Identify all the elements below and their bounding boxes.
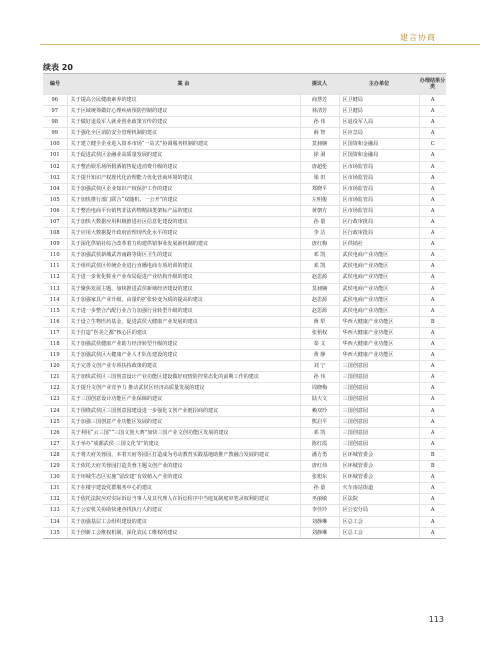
row-proposer: 赵思源 xyxy=(300,294,339,305)
row-result-class: A xyxy=(419,217,446,228)
row-number: 127 xyxy=(43,438,67,449)
table-row xyxy=(43,350,446,361)
row-result-class: A xyxy=(419,95,446,106)
row-proposer: 林清芳 xyxy=(300,106,339,117)
table-row xyxy=(43,172,446,183)
row-subject: 关于提高公民健康素养的建议 xyxy=(67,95,300,106)
row-subject: 关于加强武侯区大健康产业人才队伍建设的建议 xyxy=(67,350,300,361)
row-proposer: 熊启平 xyxy=(300,416,339,427)
row-host-unit: 区行政审批局 xyxy=(339,228,419,239)
row-subject: 关于促进武侯区金融业高质量发展的建议 xyxy=(67,150,300,161)
row-host-unit: 区市场监管局 xyxy=(339,183,419,194)
row-number: 112 xyxy=(43,272,67,283)
row-subject: 关于加强武侯区企业知识产权保护工作的建议 xyxy=(67,183,300,194)
row-result-class: A xyxy=(419,205,446,216)
row-number: 125 xyxy=(43,416,67,427)
column-header-subject: 案 由 xyxy=(67,74,300,95)
row-host-unit: 华西大健康产业功能区 xyxy=(339,350,419,361)
row-number: 119 xyxy=(43,350,67,361)
row-proposer: 唐红伟 xyxy=(300,461,339,472)
row-proposer: 徐 洞 xyxy=(300,150,339,161)
row-host-unit: 三国创意园 xyxy=(339,438,419,449)
section-title: 建言协商 xyxy=(400,33,436,42)
row-result-class: A xyxy=(419,239,446,250)
row-proposer: 赵思源 xyxy=(300,305,339,316)
row-subject: 关于围绕武侯区三国创意园建设进一步强化文创产业链招商的建议 xyxy=(67,405,300,416)
row-subject: 关于应用大数据提升政府治理现代化水平的建议 xyxy=(67,228,300,239)
row-proposer: 梁 田 xyxy=(300,172,339,183)
row-result-class: A xyxy=(419,427,446,438)
table-row xyxy=(43,161,446,172)
row-result-class: A xyxy=(419,416,446,427)
row-subject: 关于打造“医美之都”核心区的建议 xyxy=(67,327,300,338)
row-number: 99 xyxy=(43,128,67,139)
row-proposer: 周晓梅 xyxy=(300,383,339,394)
row-result-class: A xyxy=(419,172,446,183)
row-subject: 关于将天府芙蓉园，本着天府等园区打造成为劳动教育实践基地助推产教融合发展的建议 xyxy=(67,450,300,461)
row-proposer: 李 洁 xyxy=(300,228,339,239)
table-header-row xyxy=(43,74,446,95)
table-row xyxy=(43,450,446,461)
row-number: 128 xyxy=(43,450,67,461)
row-number: 134 xyxy=(43,516,67,527)
row-subject: 关于进一步优化鞋业产业布局促进产业结构升级的建议 xyxy=(67,272,300,283)
row-result-class: A xyxy=(419,361,446,372)
row-number: 102 xyxy=(43,161,67,172)
row-subject: 关于完善文创产业专项扶持政策的建议 xyxy=(67,361,300,372)
row-proposer: 莫昶娴 xyxy=(300,139,339,150)
row-subject: 关于加强三国创意产业功能区发展的建议 xyxy=(67,416,300,427)
row-subject: 关于强化全区消防安全管理机制的建议 xyxy=(67,128,300,139)
table-row xyxy=(43,139,446,150)
table-row xyxy=(43,305,446,316)
column-header-result-class: 办理结果分类 xyxy=(419,74,446,95)
row-proposer: 巫丽敏 xyxy=(300,494,339,505)
row-proposer: 泰 文 xyxy=(300,339,339,350)
row-result-class: A xyxy=(419,106,446,117)
row-host-unit: 区公安分局 xyxy=(339,505,419,516)
row-host-unit: 武侯电商产业功能区 xyxy=(339,305,419,316)
row-proposer: 莫昶娴 xyxy=(300,283,339,294)
page-number: 113 xyxy=(428,615,444,624)
row-number: 100 xyxy=(43,139,67,150)
row-result-class: A xyxy=(419,405,446,416)
row-result-class: A xyxy=(419,261,446,272)
row-subject: 关于加强武侯健康产业助力经济转型升级的建议 xyxy=(67,339,300,350)
row-subject: 关于组织武侯区传统企业进行直播电商专项培训的建议 xyxy=(67,261,300,272)
table-row xyxy=(43,250,446,261)
row-proposer: 潘方勇 xyxy=(300,450,339,461)
row-proposer: 孙 量 xyxy=(300,217,339,228)
row-host-unit: 区行政审批局 xyxy=(339,217,419,228)
row-result-class: A xyxy=(419,350,446,361)
row-number: 118 xyxy=(43,339,67,350)
row-host-unit: 区卫健局 xyxy=(339,95,419,106)
table-row xyxy=(43,205,446,216)
row-number: 103 xyxy=(43,172,67,183)
row-proposer: 邓 凯 xyxy=(300,250,339,261)
row-result-class: A xyxy=(419,383,446,394)
row-proposer: 黄朝方 xyxy=(300,205,339,216)
table-row xyxy=(43,461,446,472)
column-header-number: 编号 xyxy=(43,74,67,95)
row-host-unit: 三国创意园 xyxy=(339,405,419,416)
row-host-unit: 区国资和金融局 xyxy=(339,150,419,161)
row-host-unit: 区法院 xyxy=(339,494,419,505)
row-subject: 关于建立健全企业进入资本市场“一站式”协调服务机制的建议 xyxy=(67,139,300,150)
row-host-unit: 武侯电商产业功能区 xyxy=(339,283,419,294)
table-row xyxy=(43,361,446,372)
table-row xyxy=(43,106,446,117)
table-row xyxy=(43,339,446,350)
row-proposer: 赖双玲 xyxy=(300,405,339,416)
row-subject: 关于依托法院应对实际诉讼当事人及其代理人在诉讼程序中当庭复制庭审笔录权利的建议 xyxy=(67,494,300,505)
row-subject: 关于加快大数据应用积极推进社区信息化建设的建议 xyxy=(67,217,300,228)
row-result-class: A xyxy=(419,438,446,449)
row-result-class: A xyxy=(419,128,446,139)
row-result-class: A xyxy=(419,272,446,283)
row-subject: 关于整治电商平台销售非法药物精油类架标产品的建议 xyxy=(67,205,300,216)
row-host-unit: 区退役军人局 xyxy=(339,117,419,128)
row-proposer: 刘静琳 xyxy=(300,527,339,538)
row-result-class: A xyxy=(419,494,446,505)
row-number: 101 xyxy=(43,150,67,161)
row-proposer: 陈红霞 xyxy=(300,438,339,449)
table-row xyxy=(43,128,446,139)
row-number: 104 xyxy=(43,183,67,194)
row-proposer: 张梧权 xyxy=(300,327,339,338)
row-proposer: 郑晓平 xyxy=(300,183,339,194)
row-proposer: 邓 凯 xyxy=(300,427,339,438)
table-row xyxy=(43,394,446,405)
table-row xyxy=(43,194,446,205)
row-number: 114 xyxy=(43,294,67,305)
header-rule xyxy=(40,44,480,45)
row-subject: 关于设立生物医药基金，促进武侯大健康产业发展的建议 xyxy=(67,316,300,327)
row-subject: 关于举办“成都武侯·三国文化节”的建议 xyxy=(67,438,300,449)
row-number: 117 xyxy=(43,327,67,338)
row-host-unit: 区供销社 xyxy=(339,239,419,250)
row-number: 124 xyxy=(43,405,67,416)
row-number: 123 xyxy=(43,394,67,405)
table-row xyxy=(43,117,446,128)
row-host-unit: 华西大健康产业功能区 xyxy=(339,327,419,338)
row-subject: 关于创新工会维权机制，深化农民工维权的建议 xyxy=(67,527,300,538)
row-proposer: 左明俊 xyxy=(300,194,339,205)
row-number: 115 xyxy=(43,305,67,316)
table-row xyxy=(43,438,446,449)
row-proposer: 唐红梅 xyxy=(300,239,339,250)
row-number: 126 xyxy=(43,427,67,438)
row-host-unit: 华西大健康产业功能区 xyxy=(339,339,419,350)
row-number: 108 xyxy=(43,228,67,239)
row-host-unit: 三国创意园 xyxy=(339,416,419,427)
row-number: 106 xyxy=(43,205,67,216)
row-result-class: A xyxy=(419,305,446,316)
table-row xyxy=(43,427,446,438)
table-row xyxy=(43,239,446,250)
row-result-class: A xyxy=(419,472,446,483)
row-subject: 关于依托天府芙蓉园打造芙蓉主题文创产业的建议 xyxy=(67,461,300,472)
row-subject: 关于进一步整合汽配行业合力加强行业转型升级的建议 xyxy=(67,305,300,316)
row-result-class: A xyxy=(419,161,446,172)
row-host-unit: 区市场监管局 xyxy=(339,172,419,183)
row-proposer: 黄 静 xyxy=(300,350,339,361)
row-proposer: 邓 凯 xyxy=(300,261,339,272)
row-host-unit: 三国创意园 xyxy=(339,372,419,383)
row-result-class: A xyxy=(419,183,446,194)
row-result-class: A xyxy=(419,527,446,538)
table-row xyxy=(43,272,446,283)
row-subject: 关于提升知识产权现代化治理能力优化营商环境的建议 xyxy=(67,172,300,183)
row-host-unit: 区应急局 xyxy=(339,128,419,139)
row-number: 135 xyxy=(43,527,67,538)
row-host-unit: 区市场监管局 xyxy=(339,161,419,172)
row-host-unit: 区环城管委会 xyxy=(339,461,419,472)
row-number: 109 xyxy=(43,239,67,250)
row-proposer: 孙 伟 xyxy=(300,117,339,128)
row-number: 121 xyxy=(43,372,67,383)
row-result-class: A xyxy=(419,250,446,261)
row-result-class: A xyxy=(419,283,446,294)
row-subject: 关于深化供销社综合改革着力构建供销事业发展新机制的建议 xyxy=(67,239,300,250)
row-host-unit: 华西大健康产业功能区 xyxy=(339,316,419,327)
row-host-unit: 区市场监管局 xyxy=(339,194,419,205)
row-result-class: A xyxy=(419,516,446,527)
row-proposer: 刘 宁 xyxy=(300,361,339,372)
row-host-unit: 区总工会 xyxy=(339,527,419,538)
row-proposer: 张旭东 xyxy=(300,472,339,483)
table-row xyxy=(43,283,446,294)
row-number: 130 xyxy=(43,472,67,483)
row-subject: 关于三国创意设计功能区产业保障的建议 xyxy=(67,394,300,405)
row-host-unit: 三国创意园 xyxy=(339,383,419,394)
row-result-class: A xyxy=(419,372,446,383)
table-row xyxy=(43,516,446,527)
row-proposer: 蒋 犁 xyxy=(300,316,339,327)
column-header-host-unit: 主办单位 xyxy=(339,74,419,95)
row-result-class: B xyxy=(419,450,446,461)
row-number: 96 xyxy=(43,95,67,106)
table-row xyxy=(43,294,446,305)
table-row xyxy=(43,150,446,161)
row-host-unit: 武侯电商产业功能区 xyxy=(339,261,419,272)
row-subject: 关于加快武侯区三国创意设计产业功能区建设做好疫情防控常态化的前期工作的建议 xyxy=(67,372,300,383)
row-number: 105 xyxy=(43,194,67,205)
table-row xyxy=(43,383,446,394)
row-number: 107 xyxy=(43,217,67,228)
row-number: 98 xyxy=(43,117,67,128)
row-subject: 关于聚焦发展主题，加快推进武侯新城经济建设的建议 xyxy=(67,283,300,294)
table-row xyxy=(43,405,446,416)
row-result-class: A xyxy=(419,505,446,516)
row-subject: 关于在楼宇建设党群服务中心的建议 xyxy=(67,483,300,494)
row-subject: 关于公安机关协助快速查找执行人的建议 xyxy=(67,505,300,516)
row-proposer: 赵思源 xyxy=(300,272,339,283)
row-proposer: 陆大文 xyxy=(300,394,339,405)
row-proposer: 薛 智 xyxy=(300,128,339,139)
row-number: 97 xyxy=(43,106,67,117)
row-number: 122 xyxy=(43,383,67,394)
row-subject: 关于加强基层工会组织建设的建议 xyxy=(67,516,300,527)
table-title: 续表 20 xyxy=(43,63,73,72)
row-result-class: A xyxy=(419,294,446,305)
proposal-table xyxy=(43,73,446,539)
row-proposer: 商慧芳 xyxy=(300,95,339,106)
row-subject: 关于做好退役军人就业创业政策宣传的建议 xyxy=(67,117,300,128)
row-number: 132 xyxy=(43,494,67,505)
row-host-unit: 区环城管委会 xyxy=(339,472,419,483)
table-row xyxy=(43,483,446,494)
row-subject: 关于利用“云三国”“三国文创大赛”加快三国产业文创功能区发展的建议 xyxy=(67,427,300,438)
table-row xyxy=(43,217,446,228)
row-host-unit: 区环城管委会 xyxy=(339,450,419,461)
row-host-unit: 武侯电商产业功能区 xyxy=(339,250,419,261)
row-result-class: A xyxy=(419,117,446,128)
row-proposer: 刘静琳 xyxy=(300,516,339,527)
row-host-unit: 三国创意园 xyxy=(339,361,419,372)
row-host-unit: 火车南站街道 xyxy=(339,483,419,494)
row-result-class: A xyxy=(419,150,446,161)
row-result-class: C xyxy=(419,139,446,150)
table-row xyxy=(43,472,446,483)
row-subject: 关于整治娱乐场所假酒销售促进消费升级的建议 xyxy=(67,161,300,172)
table-body xyxy=(43,95,446,539)
column-header-proposer: 提议人 xyxy=(300,74,339,95)
row-host-unit: 三国创意园 xyxy=(339,427,419,438)
row-host-unit: 武侯电商产业功能区 xyxy=(339,294,419,305)
row-number: 111 xyxy=(43,261,67,272)
row-host-unit: 区市场监管局 xyxy=(339,205,419,216)
row-proposer: 唐超伦 xyxy=(300,161,339,172)
table-row xyxy=(43,183,446,194)
row-number: 133 xyxy=(43,505,67,516)
row-result-class: A xyxy=(419,483,446,494)
row-subject: 关于加快推行部门联合“双随机、一公开”的建议 xyxy=(67,194,300,205)
table-row xyxy=(43,494,446,505)
table-row xyxy=(43,327,446,338)
table-row xyxy=(43,261,446,272)
table-row xyxy=(43,505,446,516)
row-result-class: B xyxy=(419,461,446,472)
row-number: 116 xyxy=(43,316,67,327)
row-proposer: 孙 伟 xyxy=(300,372,339,383)
row-result-class: A xyxy=(419,228,446,239)
row-host-unit: 区国资和金融局 xyxy=(339,139,419,150)
row-result-class: A xyxy=(419,194,446,205)
row-host-unit: 三国创意园 xyxy=(339,394,419,405)
table-row xyxy=(43,527,446,538)
row-host-unit: 区卫健局 xyxy=(339,106,419,117)
table-row xyxy=(43,95,446,106)
row-number: 131 xyxy=(43,483,67,494)
table-row xyxy=(43,372,446,383)
row-subject: 关于加强武侯新城武青南路等街区卫生的建议 xyxy=(67,250,300,261)
row-subject: 关于区域统筹做好心理疾病预防控制的建议 xyxy=(67,106,300,117)
row-host-unit: 武侯电商产业功能区 xyxy=(339,272,419,283)
row-result-class: A xyxy=(419,394,446,405)
row-subject: 关于提升文创产业竞争力 推动武侯区经济高质量发展的建议 xyxy=(67,383,300,394)
row-host-unit: 区总工会 xyxy=(339,516,419,527)
table-row xyxy=(43,416,446,427)
table-row xyxy=(43,228,446,239)
row-result-class: A xyxy=(419,339,446,350)
table-row xyxy=(43,316,446,327)
row-number: 110 xyxy=(43,250,67,261)
row-result-class: B xyxy=(419,316,446,327)
row-result-class: A xyxy=(419,327,446,338)
row-number: 113 xyxy=(43,283,67,294)
row-proposer: 孙 量 xyxy=(300,483,339,494)
row-subject: 关于加强家具产业升级，由量的扩张转变为质的提高的建议 xyxy=(67,294,300,305)
row-number: 129 xyxy=(43,461,67,472)
row-proposer: 李佳玲 xyxy=(300,505,339,516)
row-number: 120 xyxy=(43,361,67,372)
row-subject: 关于环城生态区实施“留改建”有效植入产业的建议 xyxy=(67,472,300,483)
